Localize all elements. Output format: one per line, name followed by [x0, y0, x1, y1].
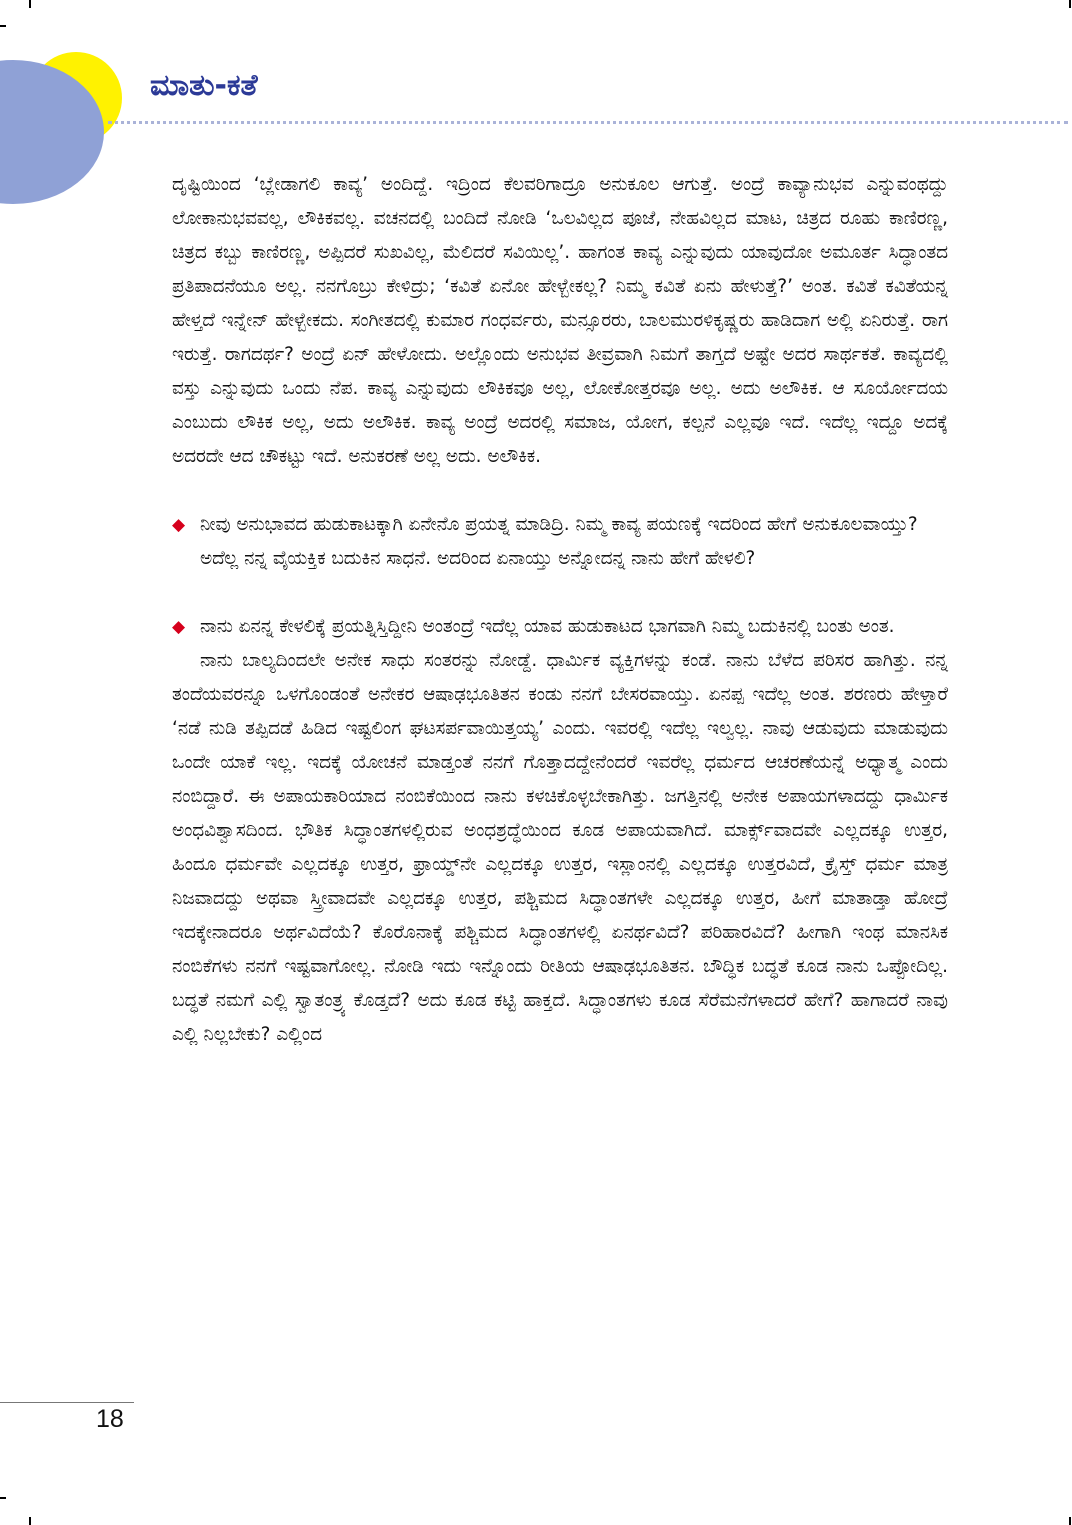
crop-mark-top-right: [1069, 0, 1071, 8]
diamond-bullet-icon: ◆: [172, 617, 186, 637]
question-block: [172, 610, 948, 644]
question-text: ನೀವು ಅನುಭಾವದ ಹುಡುಕಾಟಕ್ಕಾಗಿ ಏನೇನೊ ಪ್ರಯತ್ನ ಮಾಡಿದ್ರಿ. ನಿಮ್ಮ ಕಾವ್ಯ ಪಯಣಕ್ಕೆ ಇದರಿಂದ ಹೇಗೆ ಅನುಕೂಲವಾಯ್ತು?: [200, 514, 918, 535]
crop-mark-bottom-right: [1069, 1517, 1071, 1525]
paragraph: ದೃಷ್ಟಿಯಿಂದ ‘ಬ್ಲೇಡಾಗಲಿ ಕಾವ್ಯ’ ಅಂದಿದ್ದೆ. ಇದ್ರಿಂದ ಕೆಲವರಿಗಾದ್ರೂ ಅನುಕೂಲ ಆಗುತ್ತೆ. ಅಂದ್ರೆ ಕಾವ್ಯಾನುಭವ ಎನ್ನುವಂಥದ್ದು ಲೋಕಾನುಭವವಲ್ಲ, ಲೌಕಿಕವಲ್ಲ. ವಚನದಲ್ಲಿ ಬಂದಿದೆ ನೋಡಿ ‘ಒಲವಿಲ್ಲದ ಪೂಜೆ, ನೇಹವಿಲ್ಲದ ಮಾಟ, ಚಿತ್ರದ ರೂಹು ಕಾಣಿರಣ್ಣ, ಚಿತ್ರದ ಕಬ್ಬು ಕಾಣಿರಣ್ಣ, ಅಪ್ಪಿದರೆ ಸುಖವಿಲ್ಲ, ಮೆಲಿದರೆ ಸವಿಯಿಲ್ಲ’. ಹಾಗಂತ ಕಾವ್ಯ ಎನ್ನುವುದು ಯಾವುದೋ ಅಮೂರ್ತ ಸಿದ್ಧಾಂತದ ಪ್ರತಿಪಾದನೆಯೂ ಅಲ್ಲ. ನನಗೊಬ್ರು ಕೇಳಿದ್ರು; ‘ಕವಿತೆ ಏನೋ ಹೇಳ್ಬೇಕಲ್ಲ? ನಿಮ್ಮ ಕವಿತೆ ಏನು ಹೇಳುತ್ತೆ?’ ಅಂತ. ಕವಿತೆ ಕವಿತೆಯನ್ನ ಹೇಳ್ತದೆ ಇನ್ನೇನ್ ಹೇಳ್ಬೇಕದು. ಸಂಗೀತದಲ್ಲಿ ಕುಮಾರ ಗಂಧರ್ವರು, ಮನ್ಸೂರರು, ಬಾಲಮುರಳಿಕೃಷ್ಣರು ಹಾಡಿದಾಗ ಅಲ್ಲಿ ಏನಿರುತ್ತೆ. ರಾಗ ಇರುತ್ತೆ. ರಾಗದರ್ಥ? ಅಂದ್ರೆ ಏನ್ ಹೇಳೋದು. ಅಲ್ಲೊಂದು ಅನುಭವ ತೀವ್ರವಾಗಿ ನಿಮಗೆ ತಾಗ್ತದೆ ಅಷ್ಟೇ ಅದರ ಸಾರ್ಥಕತೆ. ಕಾವ್ಯದಲ್ಲಿ ವಸ್ತು ಎನ್ನುವುದು ಒಂದು ನೆಪ. ಕಾವ್ಯ ಎನ್ನುವುದು ಲೌಕಿಕವೂ ಅಲ್ಲ, ಲೋಕೋತ್ತರವೂ ಅಲ್ಲ. ಅದು ಅಲೌಕಿಕ. ಆ ಸೂರ್ಯೋದಯ ಎಂಬುದು ಲೌಕಿಕ ಅಲ್ಲ, ಅದು ಅಲೌಕಿಕ. ಕಾವ್ಯ ಅಂದ್ರೆ ಅದರಲ್ಲಿ ಸಮಾಜ, ಯೋಗ, ಕಲ್ಪನೆ ಎಲ್ಲವೂ ಇದೆ. ಇದೆಲ್ಲ ಇದ್ದೂ ಅದಕ್ಕೆ ಅದರದೇ ಆದ ಚೌಕಟ್ಟು ಇದೆ. ಅನುಕರಣೆ ಅಲ್ಲ ಅದು. ಅಲೌಕಿಕ.: [172, 174, 948, 467]
section-title: ಮಾತು-ಕತೆ: [150, 68, 258, 103]
crop-mark-left-lower: [0, 1497, 6, 1499]
crop-mark-left-upper: [0, 25, 6, 27]
article-body: [172, 168, 948, 1052]
header-dotted-rule: [108, 121, 1068, 124]
question-text: ನಾನು ಏನನ್ನ ಕೇಳಲಿಕ್ಕೆ ಪ್ರಯತ್ನಿಸ್ತಿದ್ದೀನಿ ಅಂತಂದ್ರೆ ಇದೆಲ್ಲ ಯಾವ ಹುಡುಕಾಟದ ಭಾಗವಾಗಿ ನಿಮ್ಮ ಬದುಕಿನಲ್ಲಿ ಬಂತು ಅಂತ.: [200, 616, 895, 637]
crop-mark-top-left: [29, 0, 31, 8]
answer-paragraph: ಅದೆಲ್ಲ ನನ್ನ ವೈಯಕ್ತಿಕ ಬದುಕಿನ ಸಾಧನೆ. ಅದರಿಂದ ಏನಾಯ್ತು ಅನ್ನೋದನ್ನ ನಾನು ಹೇಗೆ ಹೇಳಲಿ?: [200, 548, 756, 569]
answer-paragraph: ನಾನು ಬಾಲ್ಯದಿಂದಲೇ ಅನೇಕ ಸಾಧು ಸಂತರನ್ನು ನೋಡ್ದೆ. ಧಾರ್ಮಿಕ ವ್ಯಕ್ತಿಗಳನ್ನು ಕಂಡೆ. ನಾನು ಬೆಳೆದ ಪರಿಸರ ಹಾಗಿತ್ತು. ನನ್ನ ತಂದೆಯವರನ್ನೂ ಒಳಗೊಂಡಂತೆ ಅನೇಕರ ಆಷಾಢಭೂತಿತನ ಕಂಡು ನನಗೆ ಬೇಸರವಾಯ್ತು. ಏನಪ್ಪ ಇದೆಲ್ಲ ಅಂತ. ಶರಣರು ಹೇಳ್ತಾರೆ ‘ನಡೆ ನುಡಿ ತಪ್ಪಿದಡೆ ಹಿಡಿದ ಇಷ್ಟಲಿಂಗ ಘಟಸರ್ಪವಾಯಿತ್ತಯ್ಯ’ ಎಂದು. ಇವರಲ್ಲಿ ಇದೆಲ್ಲ ಇಲ್ವಲ್ಲ. ನಾವು ಆಡುವುದು ಮಾಡುವುದು ಒಂದೇ ಯಾಕೆ ಇಲ್ಲ. ಇದಕ್ಕೆ ಯೋಚನೆ ಮಾಡ್ತಂತೆ ನನಗೆ ಗೊತ್ತಾದದ್ದೇನೆಂದರೆ ಇವರೆಲ್ಲ ಧರ್ಮದ ಆಚರಣೆಯನ್ನೆ ಅಧ್ಯಾತ್ಮ ಎಂದು ನಂಬಿದ್ದಾರೆ. ಈ ಅಪಾಯಕಾರಿಯಾದ ನಂಬಿಕೆಯಿಂದ ನಾನು ಕಳಚಿಕೊಳ್ಳಬೇಕಾಗಿತ್ತು. ಜಗತ್ತಿನಲ್ಲಿ ಅನೇಕ ಅಪಾಯಗಳಾದದ್ದು ಧಾರ್ಮಿಕ ಅಂಧವಿಶ್ವಾಸದಿಂದ. ಭೌತಿಕ ಸಿದ್ಧಾಂತಗಳಲ್ಲಿರುವ ಅಂಧಶ್ರದ್ಧೆಯಿಂದ ಕೂಡ ಅಪಾಯವಾಗಿದೆ. ಮಾರ್ಕ್ಸ್‌ವಾದವೇ ಎಲ್ಲದಕ್ಕೂ ಉತ್ತರ, ಹಿಂದೂ ಧರ್ಮವೇ ಎಲ್ಲದಕ್ಕೂ ಉತ್ತರ, ಫ್ರಾಯ್ಡ್‌ನೇ ಎಲ್ಲದಕ್ಕೂ ಉತ್ತರ, ಇಸ್ಲಾಂನಲ್ಲಿ ಎಲ್ಲದಕ್ಕೂ ಉತ್ತರವಿದೆ, ಕ್ರೈಸ್ತ್ ಧರ್ಮ ಮಾತ್ರ ನಿಜವಾದದ್ದು ಅಥವಾ ಸ್ತ್ರೀವಾದವೇ ಎಲ್ಲದಕ್ಕೂ ಉತ್ತರ, ಪಶ್ಚಿಮದ ಸಿದ್ಧಾಂತಗಳೇ ಎಲ್ಲದಕ್ಕೂ ಉತ್ತರ, ಹೀಗೆ ಮಾತಾಡ್ತಾ ಹೋದ್ರೆ ಇದಕ್ಕೇನಾದರೂ ಅರ್ಥವಿದೆಯೆ? ಕೊರೊನಾಕ್ಕೆ ಪಶ್ಚಿಮದ ಸಿದ್ಧಾಂತಗಳಲ್ಲಿ ಏನರ್ಥವಿದೆ? ಪರಿಹಾರವಿದೆ? ಹೀಗಾಗಿ ಇಂಥ ಮಾನಸಿಕ ನಂಬಿಕೆಗಳು ನನಗೆ ಇಷ್ಟವಾಗೋಲ್ಲ. ನೋಡಿ ಇದು ಇನ್ನೊಂದು ರೀತಿಯ ಆಷಾಢಭೂತಿತನ. ಬೌದ್ಧಿಕ ಬದ್ಧತೆ ಕೂಡ ನಾನು ಒಪ್ಪೋದಿಲ್ಲ. ಬದ್ಧತೆ ನಮಗೆ ಎಲ್ಲಿ ಸ್ವಾತಂತ್ರ್ಯ ಕೊಡ್ತದೆ? ಅದು ಕೂಡ ಕಟ್ಟಿ ಹಾಕ್ತದೆ. ಸಿದ್ಧಾಂತಗಳು ಕೂಡ ಸೆರೆಮನೆಗಳಾದರೆ ಹೇಗೆ? ಹಾಗಾದರೆ ನಾವು ಎಲ್ಲಿ ನಿಲ್ಲಬೇಕು? ಎಲ್ಲಿಂದ: [172, 650, 948, 1045]
crop-mark-bottom-left: [29, 1517, 31, 1525]
question-block: [172, 508, 948, 542]
footer-rule: [0, 1402, 134, 1403]
diamond-bullet-icon: ◆: [172, 515, 186, 535]
page-number: 18: [96, 1405, 124, 1433]
